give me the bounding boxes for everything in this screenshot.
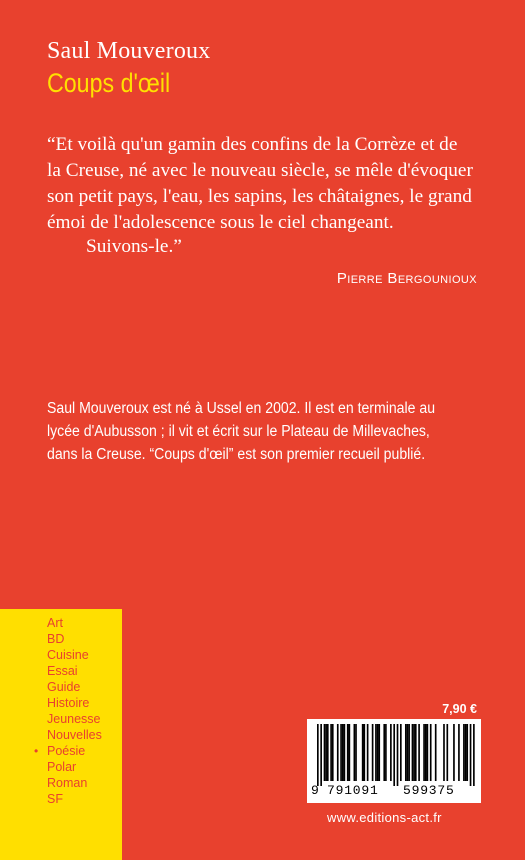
barcode-bar: [340, 724, 342, 781]
bio-line: lycée d'Aubusson ; il vit et écrit sur le Plateau de Millevaches,: [47, 423, 430, 440]
barcode-bar: [418, 724, 420, 781]
barcode-bar: [362, 724, 364, 781]
barcode-bar: [413, 724, 415, 781]
quote-line: la Creuse, né avec le nouveau siècle, se mêle d'évoquer: [47, 160, 473, 181]
barcode-bar: [367, 724, 369, 781]
publisher-website: www.editions-act.fr: [327, 810, 442, 825]
quote-attribution: Pierre Bergounioux: [336, 270, 477, 287]
barcode-bar: [465, 724, 467, 781]
genre-item: [47, 679, 102, 695]
barcode-bar: [453, 724, 455, 781]
barcode: [307, 719, 481, 803]
genre-item: [47, 759, 102, 775]
barcode-bar: [349, 724, 351, 781]
genre-label: Jeunesse: [47, 712, 101, 726]
barcode-bar: [327, 724, 329, 781]
book-title: Coups d'œil: [47, 68, 171, 98]
barcode-bar: [355, 724, 357, 781]
barcode-bar: [435, 724, 437, 781]
quote-line: son petit pays, l'eau, les sapins, les châtaignes, le grand: [47, 186, 472, 207]
genre-label: Cuisine: [47, 648, 89, 662]
genre-label: Nouvelles: [47, 728, 102, 742]
barcode-bar: [383, 724, 385, 781]
barcode-bar: [458, 724, 460, 781]
genre-label: SF: [47, 792, 63, 806]
genre-item: [47, 711, 102, 727]
barcode-bar: [337, 724, 339, 781]
barcode-bar: [466, 724, 468, 781]
genre-item: [47, 775, 102, 791]
genre-label: Roman: [47, 776, 88, 790]
genre-label: Guide: [47, 680, 81, 694]
barcode-bar: [344, 724, 346, 781]
genre-label: BD: [47, 632, 65, 646]
genre-panel: [0, 609, 122, 860]
genre-item: [47, 663, 102, 679]
quote-line: émoi de l'adolescence sous le ciel changeant.: [47, 212, 394, 233]
barcode-bar: [430, 724, 432, 781]
barcode-bar: [325, 724, 327, 781]
barcode-bar: [393, 724, 395, 786]
barcode-bar: [385, 724, 387, 781]
genre-label: Polar: [47, 760, 77, 774]
genre-item: [47, 615, 102, 631]
author-name: Saul Mouveroux: [47, 38, 211, 64]
barcode-bar: [446, 724, 448, 781]
genre-item: [47, 631, 102, 647]
barcode-bar: [342, 724, 344, 781]
genre-item: [47, 695, 102, 711]
barcode-bar: [423, 724, 425, 781]
barcode-bar: [377, 724, 379, 781]
barcode-bar: [397, 724, 399, 786]
barcode-bar: [415, 724, 417, 781]
barcode-digits: [307, 783, 481, 801]
barcode-bar: [372, 724, 374, 781]
genre-item: [47, 791, 102, 807]
barcode-bar: [425, 724, 427, 781]
barcode-bar: [443, 724, 445, 781]
barcode-bar: [412, 724, 414, 781]
genre-label: Poésie: [47, 744, 86, 758]
quote-block: [47, 132, 487, 236]
quote-line: “Et voilà qu'un gamin des confins de la Corrèze et de: [47, 134, 458, 155]
barcode-bar: [378, 724, 380, 781]
barcode-bar: [408, 724, 410, 781]
barcode-bar: [405, 724, 407, 781]
genre-item: [47, 727, 102, 743]
bio-line: Saul Mouveroux est né à Ussel en 2002. Il est en terminale au: [47, 400, 436, 417]
genre-label: Essai: [47, 664, 78, 678]
genre-item-selected: [34, 743, 102, 759]
barcode-bar: [463, 724, 465, 781]
barcode-first-digit: 9: [311, 783, 319, 798]
barcode-bar: [400, 724, 402, 781]
barcode-bar: [363, 724, 365, 781]
barcode-bar: [473, 724, 475, 786]
genre-label: Histoire: [47, 696, 90, 710]
quote-closing: Suivons-le.”: [86, 236, 182, 257]
barcode-bar: [320, 724, 322, 786]
barcode-bar: [330, 724, 332, 781]
barcode-bar: [407, 724, 409, 781]
barcode-bar: [332, 724, 334, 781]
genre-label: Art: [47, 616, 63, 630]
barcode-bar: [324, 724, 326, 781]
barcode-bar: [470, 724, 472, 786]
author-bio: [47, 397, 487, 466]
barcode-bar: [347, 724, 349, 781]
price-label: 7,90 €: [442, 702, 477, 716]
barcode-bar: [317, 724, 319, 786]
bio-line: dans la Creuse. “Coups d'œil” est son premier recueil publié.: [47, 446, 426, 463]
barcode-bar: [354, 724, 356, 781]
bullet-icon: •: [34, 744, 39, 758]
genre-list: [34, 615, 102, 807]
genre-item: [47, 647, 102, 663]
barcode-bar: [390, 724, 392, 781]
barcode-bar: [375, 724, 377, 781]
barcode-left-digits: 791091: [327, 783, 379, 798]
barcode-bar: [427, 724, 429, 781]
barcode-right-digits: 599375: [403, 783, 455, 798]
